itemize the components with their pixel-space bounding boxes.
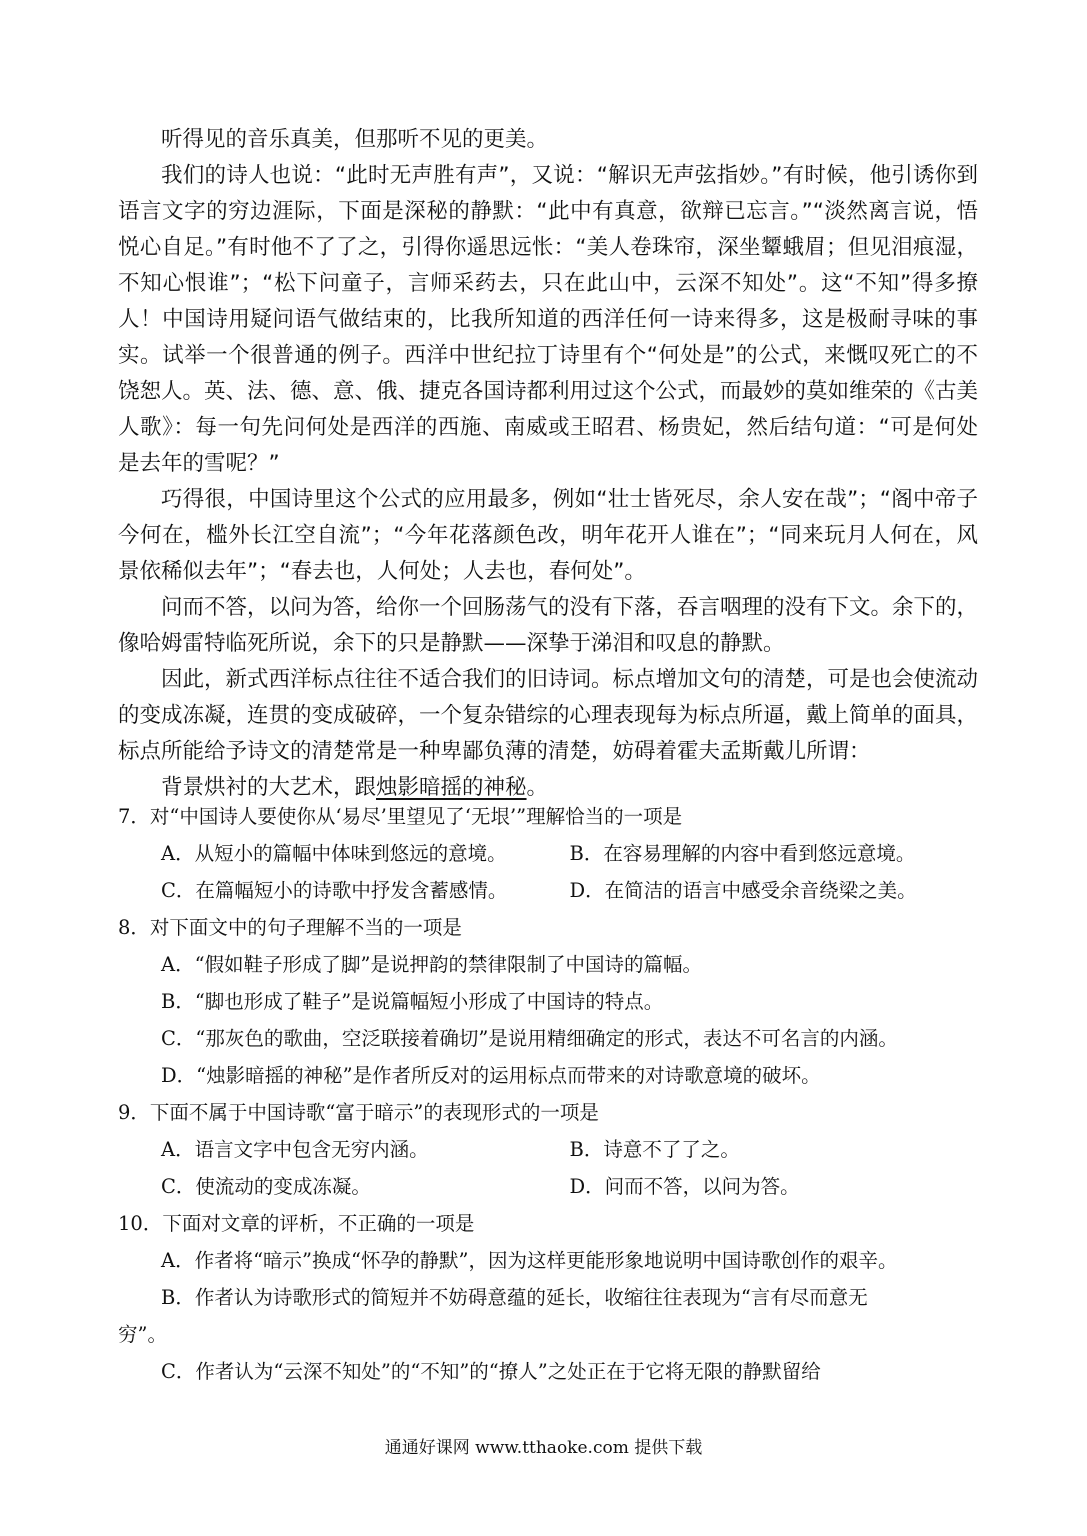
question-8-option-b: B．“脚也形成了鞋子”是说篇幅短小形成了中国诗的特点。: [161, 990, 664, 1013]
question-8-option-c: C．“那灰色的歌曲，空泛联接着确切”是说用精细确定的形式，表达不可名言的内涵。: [161, 1027, 898, 1050]
question-7-options-row-1: [161, 835, 978, 872]
question-10-option-c: C．作者认为“云深不知处”的“不知”的“撩人”之处正在于它将无限的静默留给: [161, 1360, 821, 1383]
question-8-option-d: D．“烛影暗摇的神秘”是作者所反对的运用标点而带来的对诗歌意境的破坏。: [161, 1064, 821, 1087]
questions: [118, 798, 978, 1390]
passage-paragraph: 因此，新式西洋标点往往不适合我们的旧诗词。标点增加文句的清楚，可是也会使流动的变成冻凝，连贯的变成破碎，一个复杂错综的心理表现每为标点所逼，戴上简单的面具，标点所能给予诗文的清楚常是一种卑鄙负薄的清楚，妨碍着霍夫孟斯戴儿所谓：: [118, 667, 979, 764]
passage-paragraph: 我们的诗人也说：“此时无声胜有声”，又说：“解识无声弦指妙。”有时候，他引诱你到语言文字的穷边涯际，下面是深秘的静默：“此中有真意，欲辩已忘言。”“淡然离言说，悟悦心自足。”有时他不了了之，引得你遥思远怅：“美人卷珠帘，深坐颦蛾眉；但见泪痕湿，不知心恨谁”；“松下问童子，言师采药去，只在此山中，云深不知处”。这“不知”得多撩人！中国诗用疑问语气做结束的，比我所知道的西洋任何一诗来得多，这是极耐寻味的事实。试举一个很普通的例子。西洋中世纪拉丁诗里有个“何处是”的公式，来慨叹死亡的不饶恕人。英、法、德、意、俄、捷克各国诗都利用过这个公式，而最妙的莫如维荣的《古美人歌》：每一句先问何处是西洋的西施、南威或王昭君、杨贵妃，然后结句道：“可是何处是去年的雪呢？”: [118, 163, 979, 476]
question-9-option-d: D．问而不答，以问为答。: [569, 1175, 800, 1198]
passage-paragraph: 问而不答，以问为答，给你一个回肠荡气的没有下落，吞言咽理的没有下文。余下的，像哈姆雷特临死所说，余下的只是静默——深挚于涕泪和叹息的静默。: [118, 595, 979, 656]
question-7-option-a: A．从短小的篇幅中体味到悠远的意境。: [161, 842, 507, 865]
question-9-option-b: B．诗意不了了之。: [569, 1138, 740, 1161]
question-10-option-a: A．作者将“暗示”换成“怀孕的静默”，因为这样更能形象地说明中国诗歌创作的艰辛。: [161, 1249, 898, 1272]
question-7-options-row-2: [161, 872, 978, 909]
question-9-options-row-2: [161, 1168, 978, 1205]
question-7-option-c: C．在篇幅短小的诗歌中抒发含蓄感情。: [161, 879, 508, 902]
passage: [118, 122, 978, 806]
passage-paragraph: 巧得很，中国诗里这个公式的应用最多，例如“壮士皆死尽，余人安在哉”；“阁中帝子今何在，槛外长江空自流”；“今年花落颜色改，明年花开人谁在”；“同来玩月人何在，风景依稀似去年”；“春去也，人何处；人去也，春何处”。: [118, 487, 978, 584]
question-10-stem: 10．下面对文章的评析，不正确的一项是: [118, 1212, 475, 1235]
question-9-option-c: C．使流动的变成冻凝。: [161, 1175, 371, 1198]
question-8-stem: 8．对下面文中的句子理解不当的一项是: [118, 916, 462, 939]
question-7-option-d: D．在简洁的语言中感受余音绕梁之美。: [569, 879, 917, 902]
passage-paragraph: 听得见的音乐真美，但那听不见的更美。: [161, 127, 549, 152]
page-footer: 通通好课网 www.tthaoke.com 提供下载: [384, 1438, 703, 1458]
last-line-after: 。: [526, 775, 549, 800]
last-line-before: 背景烘衬的大艺术，跟: [161, 775, 377, 800]
question-10-option-b: B．作者认为诗歌形式的简短并不妨碍意蕴的延长，收缩往往表现为“言有尽而意无: [161, 1286, 868, 1309]
question-9-option-a: A．语言文字中包含无穷内涵。: [161, 1138, 429, 1161]
question-9-options-row-1: [161, 1131, 978, 1168]
question-9-stem: 9．下面不属于中国诗歌“富于暗示”的表现形式的一项是: [118, 1101, 599, 1124]
question-7-option-b: B．在容易理解的内容中看到悠远意境。: [569, 842, 916, 865]
underlined-phrase: 烛影暗摇的神秘: [376, 775, 527, 800]
question-7-stem: 7．对“中国诗人要使你从‘易尽’里望见了‘无垠’”理解恰当的一项是: [118, 805, 683, 828]
question-8-option-a: A．“假如鞋子形成了脚”是说押韵的禁律限制了中国诗的篇幅。: [161, 953, 703, 976]
question-10-option-b-continued: 穷”。: [118, 1323, 167, 1346]
